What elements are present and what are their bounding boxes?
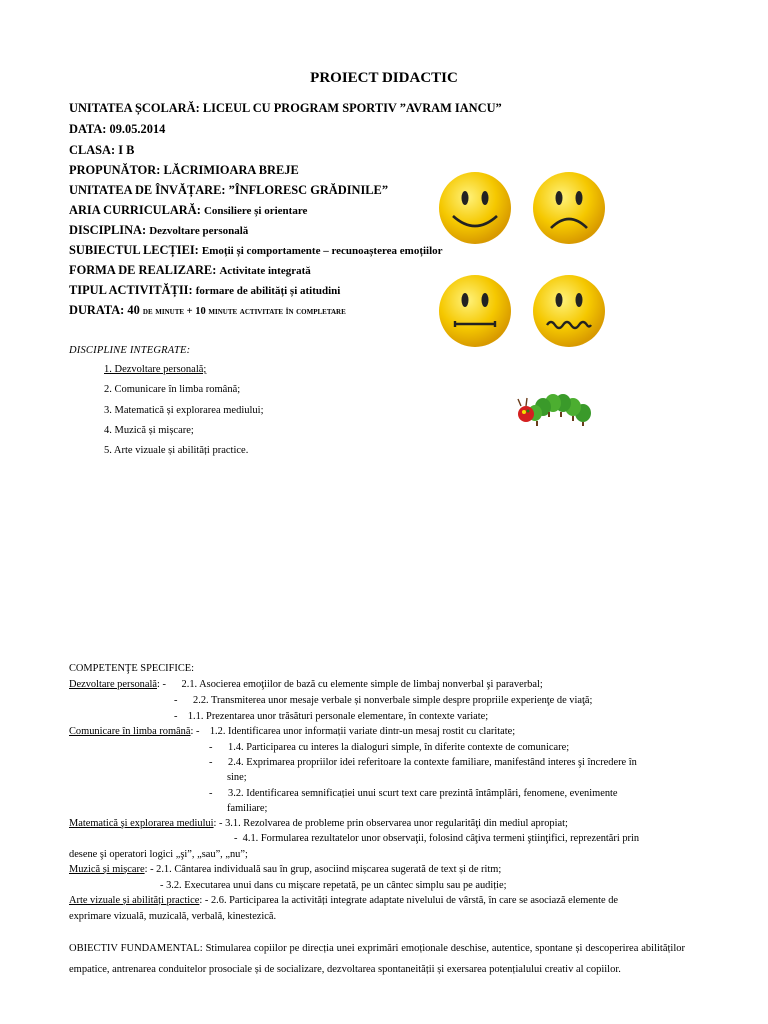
discipline-item: 5. Arte vizuale și abilități practice. bbox=[104, 445, 249, 456]
discipline-item: 1. Dezvoltare personală; bbox=[104, 364, 207, 375]
competence-row: sine; bbox=[227, 772, 247, 783]
header-form: FORMA DE REALIZARE: Activitate integrată bbox=[69, 263, 311, 277]
worried-face-icon bbox=[531, 273, 607, 349]
competence-row: exprimare vizuală, muzicală, verbală, kinestezică. bbox=[69, 911, 277, 922]
competence-row: familiare; bbox=[227, 803, 268, 814]
disciplines-title: DISCIPLINE INTEGRATE: bbox=[69, 345, 191, 356]
header-area: ARIA CURRICULARĂ: Consiliere și orientare bbox=[69, 203, 308, 217]
competence-row: Matematică şi explorarea mediului: - 3.1. Rezolvarea de probleme prin observarea unor regularităţi din mediul apropiat; bbox=[69, 818, 568, 829]
neutral-face-icon bbox=[437, 273, 513, 349]
competence-row: Comunicare în limba română: - 1.2. Identificarea unor informații variate dintr-un mesaj rostit cu claritate; bbox=[69, 726, 516, 737]
objective-paragraph bbox=[69, 938, 685, 980]
competence-row: - 1.1. Prezentarea unor trăsături personale elementare, în contexte variate; bbox=[174, 711, 489, 722]
competence-row: - 4.1. Formularea rezultatelor unor observaţii, folosind câţiva termeni ştiinţifici, reprezentări prin bbox=[234, 833, 640, 844]
header-activity-type: TIPUL ACTIVITĂȚII: formare de abilități și atitudini bbox=[69, 283, 341, 297]
competences-title: COMPETENŢE SPECIFICE: bbox=[69, 663, 194, 674]
discipline-item: 2. Comunicare în limba română; bbox=[104, 384, 241, 395]
header-proposer: PROPUNĂTOR: LĂCRIMIOARA BREJE bbox=[69, 163, 299, 177]
sad-face-icon bbox=[531, 170, 607, 246]
competence-row: desene şi operatori logici „şi”, „sau”, „nu”; bbox=[69, 849, 248, 860]
competence-row: - 3.2. Identificarea semnificației unui scurt text care prezintă întâmplări, fenomene, evenimente bbox=[209, 788, 618, 799]
objective-label: OBIECTIV FUNDAMENTAL: bbox=[69, 943, 203, 954]
competence-row: - 2.4. Exprimarea propriilor idei referitoare la contexte familiare, manifestând interes şi încredere în bbox=[209, 757, 637, 768]
header-discipline: DISCIPLINA: Dezvoltare personală bbox=[69, 223, 249, 237]
objective-text: Stimularea copiilor pe direcția unei exprimări emoționale deschise, autentice, spontane și descoperirea abilităților empatice, antrenarea conduitelor prosociale și de socializare, dezvoltarea spontaneității și exersarea potențialului creativ al copiilor. bbox=[69, 943, 685, 975]
header-subject: SUBIECTUL LECȚIEI: Emoții și comportamente – recunoașterea emoțiilor bbox=[69, 243, 443, 257]
header-duration: DURATA: 40 de minute + 10 minute activitate în completare bbox=[69, 303, 346, 317]
caterpillar-icon bbox=[517, 393, 593, 429]
page-title: PROIECT DIDACTIC bbox=[310, 70, 458, 86]
competence-row: Dezvoltare personală: - 2.1. Asocierea emoţiilor de bază cu elemente simple de limbaj nonverbal şi paraverbal; bbox=[69, 679, 543, 690]
header-school: UNITATEA ȘCOLARĂ: LICEUL CU PROGRAM SPORTIV ”AVRAM IANCU” bbox=[69, 101, 502, 115]
header-date: DATA: 09.05.2014 bbox=[69, 122, 166, 136]
competence-row: - 3.2. Executarea unui dans cu mișcare repetată, pe un cântec simplu sau pe audiție; bbox=[160, 880, 507, 891]
competence-row: - 2.2. Transmiterea unor mesaje verbale și nonverbale simple despre propriile experienţe de viaţă; bbox=[174, 695, 593, 706]
competence-row: - 1.4. Participarea cu interes la dialoguri simple, în diferite contexte de comunicare; bbox=[209, 742, 570, 753]
discipline-item: 3. Matematică și explorarea mediului; bbox=[104, 405, 264, 416]
header-unit: UNITATEA DE ÎNVĂȚARE: ”ÎNFLORESC GRĂDINILE” bbox=[69, 183, 389, 197]
happy-face-icon bbox=[437, 170, 513, 246]
discipline-item: 4. Muzică și mișcare; bbox=[104, 425, 194, 436]
header-class: CLASA: I B bbox=[69, 143, 135, 157]
competence-row: Muzică și mișcare: - 2.1. Cântarea individuală sau în grup, asociind mișcarea sugerată de text și de ritm; bbox=[69, 864, 502, 875]
competence-row: Arte vizuale și abilități practice: - 2.6. Participarea la activități integrate adaptate nivelului de vârstă, în care se asociază elemente de bbox=[69, 895, 619, 906]
